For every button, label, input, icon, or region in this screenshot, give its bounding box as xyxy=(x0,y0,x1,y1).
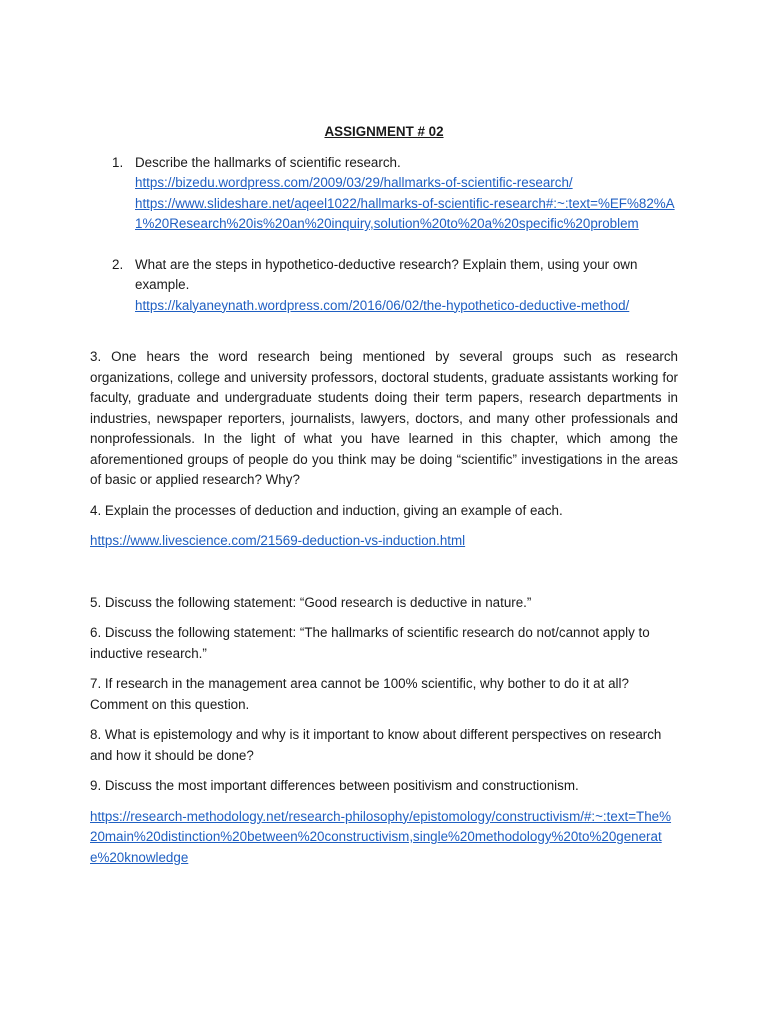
question-1-link-2[interactable]: https://www.slideshare.net/aqeel1022/hallmarks-of-scientific-research#:~:text=%EF%82%A1%20Research%20is%20an%20inquiry,solution%20to%20a%20specific%20problem xyxy=(135,195,675,231)
question-2-link[interactable]: https://kalyaneynath.wordpress.com/2016/06/02/the-hypothetico-deductive-method/ xyxy=(135,297,630,313)
list-number: 2. xyxy=(112,256,124,272)
assignment-title: ASSIGNMENT # 02 xyxy=(324,124,444,139)
question-1-text: Describe the hallmarks of scientific research. xyxy=(135,154,401,170)
numbered-list xyxy=(90,153,678,317)
question-4-text: 4. Explain the processes of deduction and induction, giving an example of each. xyxy=(90,502,563,518)
question-9-link[interactable]: https://research-methodology.net/research-philosophy/epistomology/constructivism/#:~:text=The%20main%20distinction%20between%20constructivism,single%20methodology%20to%20generate%20knowledge xyxy=(90,808,672,865)
question-8-text: 8. What is epistemology and why is it important to know about different perspectives on research and how it should be done? xyxy=(90,727,662,763)
question-7-text: 7. If research in the management area cannot be 100% scientific, why bother to do it at all? Comment on this question. xyxy=(90,676,629,712)
question-2-text: What are the steps in hypothetico-deductive research? Explain them, using your own example. xyxy=(135,256,638,292)
list-item-2 xyxy=(112,255,678,317)
list-item-1 xyxy=(112,153,678,235)
question-6-text: 6. Discuss the following statement: “The hallmarks of scientific research do not/cannot apply to inductive research.” xyxy=(90,625,650,661)
question-1-link-1[interactable]: https://bizedu.wordpress.com/2009/03/29/hallmarks-of-scientific-research/ xyxy=(135,175,573,190)
question-9-text: 9. Discuss the most important differences between positivism and constructionism. xyxy=(90,778,579,793)
question-5-text: 5. Discuss the following statement: “Good research is deductive in nature.” xyxy=(90,594,532,610)
list-number: 1. xyxy=(112,154,124,170)
question-3-text: 3. One hears the word research being mentioned by several groups such as research organizations, college and university professors, doctoral students, graduate assistants working for faculty, graduate and undergraduate students doing their term papers, research departments in industries, newspaper reporters, journalists, lawyers, doctors, and many other professionals and nonprofessionals. In the light of what you have learned in this chapter, which among the aforementioned groups of people do you think may be doing “scientific” investigations in the areas of basic or applied research? Why? xyxy=(90,349,678,487)
question-4-link[interactable]: https://www.livescience.com/21569-deduction-vs-induction.html xyxy=(90,533,466,548)
